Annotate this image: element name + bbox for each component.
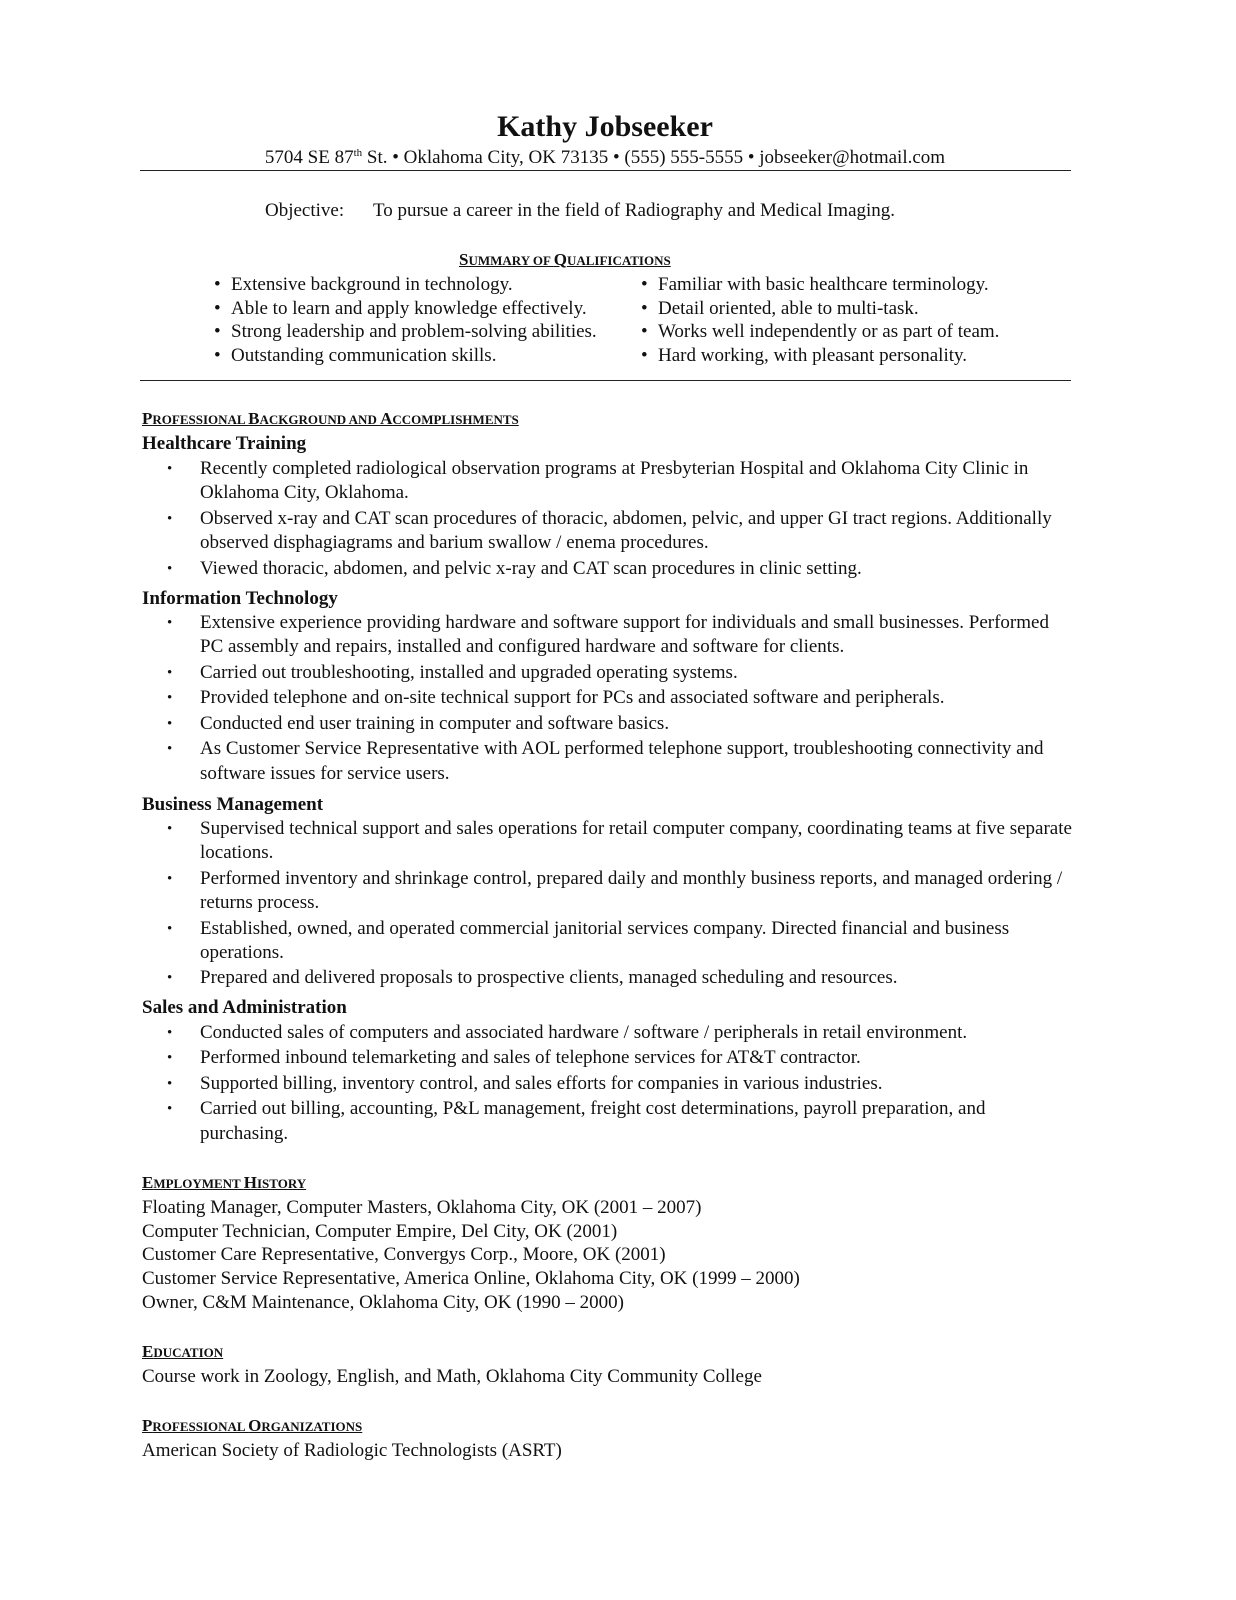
- objective-line: [265, 199, 895, 223]
- list-item: • Carried out billing, accounting, P&L management, freight cost determinations, payroll preparation, and purchasing.: [167, 1098, 986, 1144]
- it-heading: Information Technology: [142, 588, 338, 609]
- organizations-section-title: PROFESSIONAL ORGANIZATIONS: [142, 1416, 363, 1435]
- employment-section-title: EMPLOYMENT HISTORY: [142, 1173, 307, 1192]
- employment-item: Customer Service Representative, America Online, Oklahoma City, OK (1999 – 2000): [142, 1268, 800, 1290]
- list-item: • Carried out troubleshooting, installed and upgraded operating systems.: [142, 661, 1072, 685]
- healthcare-heading: Healthcare Training: [142, 433, 307, 454]
- organizations-text: American Society of Radiologic Technologists (ASRT): [142, 1440, 562, 1461]
- business-heading: Business Management: [142, 794, 324, 815]
- healthcare-list: [142, 457, 1072, 582]
- bullet-icon: •: [167, 1101, 173, 1118]
- list-item: • Performed inbound telemarketing and sales of telephone services for AT&T contractor.: [142, 1046, 1072, 1070]
- address-part2: St. • Oklahoma City, OK 73135 • (555) 555-5555 • jobseeker@hotmail.com: [362, 147, 946, 168]
- bullet-icon: •: [167, 970, 173, 987]
- employment-item: Floating Manager, Computer Masters, Oklahoma City, OK (2001 – 2007): [142, 1197, 702, 1218]
- sales-list: [142, 1021, 1072, 1147]
- summary-title: SUMMARY OF QUALIFICATIONS: [459, 250, 671, 269]
- business-list: [142, 817, 1072, 992]
- list-item: • Observed x-ray and CAT scan procedures of thoracic, abdomen, pelvic, and upper GI tract regions. Additionally observed disphagiagrams and barium swallow / enema procedures.: [167, 507, 1052, 554]
- employment-item: Computer Technician, Computer Empire, Del City, OK (2001): [142, 1220, 618, 1242]
- contact-line: [0, 146, 1210, 170]
- bullet-icon: •: [167, 821, 173, 837]
- list-item: • Viewed thoracic, abdomen, and pelvic x-ray and CAT scan procedures in clinic setting.: [142, 557, 1072, 581]
- qualification-item: • Familiar with basic healthcare terminology.: [641, 273, 999, 297]
- bullet-icon: •: [167, 1025, 173, 1041]
- bullet-icon: •: [167, 741, 173, 758]
- list-item: • Conducted sales of computers and associated hardware / software / peripherals in retail environment.: [142, 1021, 1072, 1045]
- address-ordinal-suffix: th: [353, 147, 363, 159]
- list-item: • Established, owned, and operated commercial janitorial services company. Directed financial and business operations.: [167, 917, 1010, 963]
- sales-heading: Sales and Administration: [142, 997, 347, 1018]
- header-divider: [140, 170, 1071, 171]
- bullet-icon: •: [167, 510, 173, 527]
- list-item: • As Customer Service Representative with AOL performed telephone support, troubleshooting connectivity and software issues for service users.: [167, 738, 1044, 784]
- candidate-name: Kathy Jobseeker: [497, 110, 713, 143]
- qualifications-left-column: [214, 273, 597, 368]
- bullet-icon: •: [167, 715, 173, 732]
- education-section-title: EDUCATION: [142, 1342, 224, 1361]
- bullet-icon: •: [167, 1075, 173, 1092]
- employment-list: [142, 1196, 800, 1315]
- employment-item: Owner, C&M Maintenance, Oklahoma City, OK (1990 – 2000): [142, 1291, 624, 1313]
- background-section-title: PROFESSIONAL BACKGROUND AND ACCOMPLISHMENTS: [142, 409, 519, 428]
- qualification-item: • Detail oriented, able to multi-task.: [641, 297, 999, 321]
- summary-divider: [140, 380, 1071, 381]
- it-list: [142, 611, 1072, 787]
- bullet-icon: •: [167, 1050, 173, 1067]
- qualification-item: • Outstanding communication skills.: [214, 344, 597, 368]
- objective-label: Objective:: [265, 200, 345, 221]
- bullet-icon: •: [167, 615, 173, 631]
- list-item: • Recently completed radiological observation programs at Presbyterian Hospital and Oklahoma City Clinic in Oklahoma City, Oklahoma.: [167, 458, 1029, 504]
- list-item: • Performed inventory and shrinkage control, prepared daily and monthly business reports, and managed ordering / returns process.: [167, 867, 1063, 914]
- list-item: • Supported billing, inventory control, and sales efforts for companies in various industries.: [142, 1072, 1072, 1096]
- list-item: • Prepared and delivered proposals to prospective clients, managed scheduling and resources.: [142, 966, 1072, 990]
- employment-item: Customer Care Representative, Convergys Corp., Moore, OK (2001): [142, 1244, 666, 1266]
- list-item: • Supervised technical support and sales operations for retail computer company, coordinating teams at five separate locations.: [167, 818, 1072, 864]
- qualification-item: • Able to learn and apply knowledge effectively.: [214, 297, 597, 321]
- bullet-icon: •: [167, 920, 173, 937]
- bullet-icon: •: [167, 690, 173, 707]
- bullet-icon: •: [167, 664, 173, 681]
- bullet-icon: •: [167, 870, 173, 887]
- objective-text: To pursue a career in the field of Radiography and Medical Imaging.: [373, 200, 896, 221]
- qualification-item: • Extensive background in technology.: [214, 273, 597, 297]
- list-item: • Conducted end user training in computer and software basics.: [142, 712, 1072, 736]
- bullet-icon: •: [167, 461, 173, 477]
- qualification-item: • Works well independently or as part of team.: [641, 320, 999, 344]
- qualification-item: • Strong leadership and problem-solving abilities.: [214, 320, 597, 344]
- address-part1: 5704 SE 87: [264, 147, 354, 168]
- list-item: • Provided telephone and on-site technical support for PCs and associated software and peripherals.: [142, 686, 1072, 710]
- bullet-icon: •: [167, 560, 173, 577]
- qualifications-right-column: [641, 273, 999, 368]
- education-text: Course work in Zoology, English, and Math, Oklahoma City Community College: [142, 1366, 762, 1387]
- list-item: • Extensive experience providing hardware and software support for individuals and small businesses. Performed PC assembly and repairs, installed and configured hardware and software for clients.: [167, 612, 1049, 658]
- qualification-item: • Hard working, with pleasant personality.: [641, 344, 999, 368]
